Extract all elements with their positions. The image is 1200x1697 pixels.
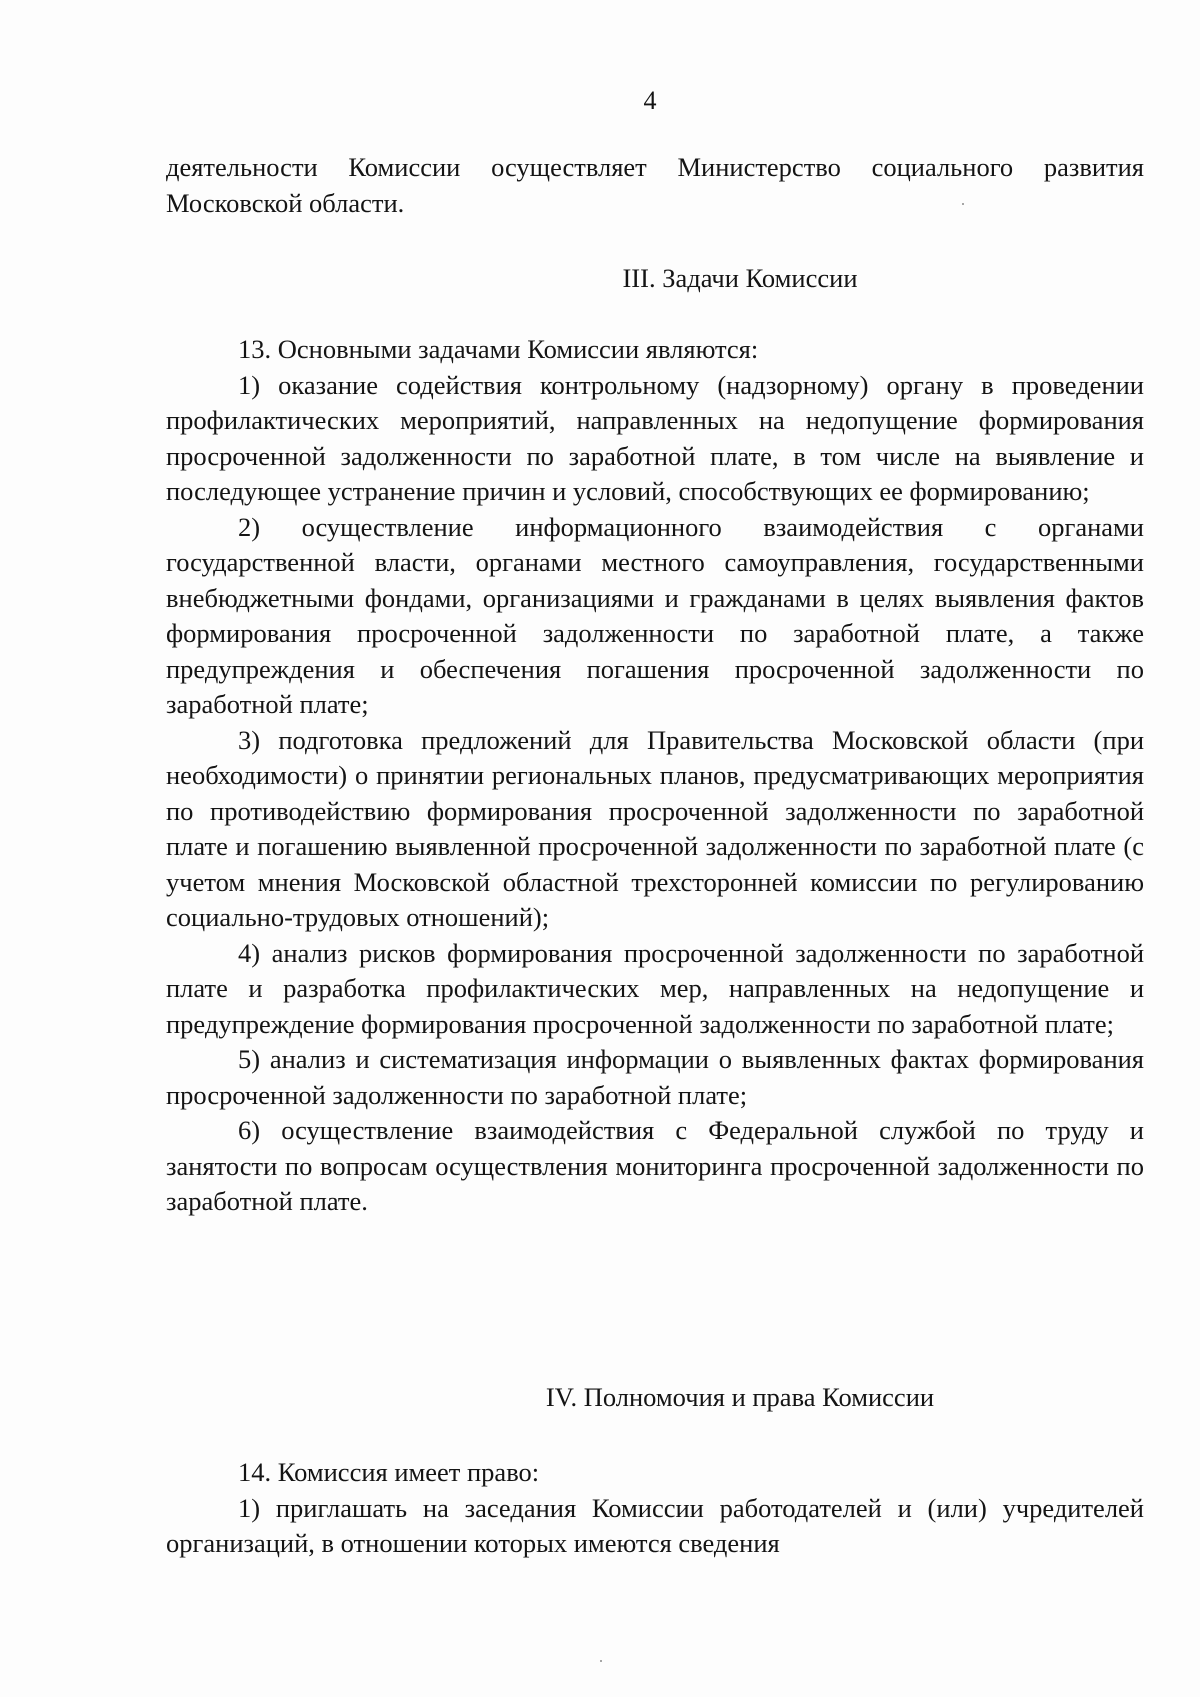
- task-item-5: 5) анализ и систематизация информации о выявленных фактах формирования просроченной задолженности по заработной плате;: [166, 1044, 1144, 1110]
- right-item-1: 1) приглашать на заседания Комиссии работодателей и (или) учредителей организаций, в отношении которых имеются сведения: [166, 1492, 1144, 1558]
- task-item-1: 1) оказание содействия контрольному (надзорному) органу в проведении профилактических мероприятий, направленных на недопущение формирования просроченной задолженности по заработной плате, в том числе на выявление и последующее устранение причин и условий, способствующих ее формированию;: [166, 369, 1144, 506]
- section-4-lead: 14. Комиссия имеет право:: [238, 1457, 540, 1487]
- section-3-lead: 13. Основными задачами Комиссии являются:: [238, 334, 759, 364]
- scan-speck: [962, 203, 964, 205]
- task-item-3: 3) подготовка предложений для Правительства Московской области (при необходимости) о принятии региональных планов, предусматривающих мероприятия по противодействию формирования просроченной задолженности по заработной плате и погашению выявленной просроченной задолженности по заработной плате (с учетом мнения Московской областной трехсторонней комиссии по регулированию социально-трудовых отношений);: [166, 724, 1144, 932]
- section-3-body: [166, 332, 1144, 1220]
- task-item-4: 4) анализ рисков формирования просроченной задолженности по заработной плате и разработка профилактических мер, направленных на недопущение и предупреждение формирования просроченной задолженности по заработной плате;: [166, 937, 1144, 1039]
- intro-paragraph-block: [166, 150, 1144, 221]
- page-number: 4: [643, 86, 657, 115]
- section-3-heading: III. Задачи Комиссии: [622, 263, 858, 293]
- intro-paragraph: деятельности Комиссии осуществляет Министерство социального развития Московской области.: [166, 152, 1144, 218]
- section-4-heading: IV. Полномочия и права Комиссии: [545, 1382, 935, 1412]
- scan-speck: [600, 1660, 602, 1662]
- section-4-body: [166, 1455, 1144, 1562]
- task-item-2: 2) осуществление информационного взаимодействия с органами государственной власти, органами местного самоуправления, государственными внебюджетными фондами, организациями и гражданами в целях выявления фактов формирования просроченной задолженности по заработной плате, а также предупреждения и обеспечения погашения просроченной задолженности по заработной плате;: [166, 511, 1144, 719]
- task-item-6: 6) осуществление взаимодействия с Федеральной службой по труду и занятости по вопросам осуществления мониторинга просроченной задолженности по заработной плате.: [166, 1115, 1144, 1216]
